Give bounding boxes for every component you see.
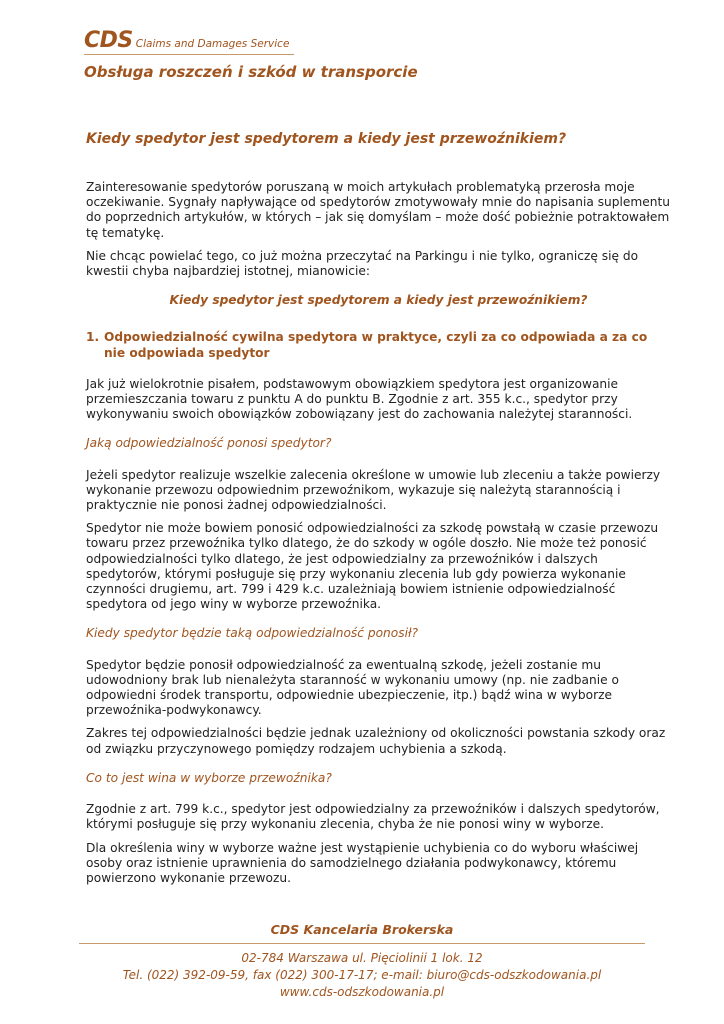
footer-website[interactable]: www.cds-odszkodowania.pl [279,985,445,999]
section-1-number: 1. [86,330,100,345]
footer-address: 02-784 Warszawa ul. Pięciolinii 1 lok. 12 [241,951,483,965]
paragraph-6: Zgodnie z art. 799 k.c., spedytor jest odpowiedzialny za przewoźników i dalszych spedytorów, którymi posługuje się przy wykonaniu zlecenia, chyba że nie ponosi winy w wyborze. [86,802,660,832]
paragraph-1: Jak już wielokrotnie pisałem, podstawowym obowiązkiem spedytora jest organizowanie przemieszczania towaru z punktu A do punktu B. Zgodnie z art. 355 k.c., spedytor przy wykonywaniu swoich obowiązków zobowiązany jest do zachowania należytej staranności. [86,376,633,422]
header-logo [84,28,294,55]
centered-title: Kiedy spedytor jest spedytorem a kiedy jest przewoźnikiem? [169,293,588,308]
footer [0,922,724,1001]
paragraph-2: Jeżeli spedytor realizuje wszelkie zalecenia określone w umowie lub zleceniu a także powierzy wykonanie przewozu odpowiednim przewoźnikom, wykazuje się należytą starannością i praktycznie nie ponosi żadnej odpowiedzialności. [86,467,661,513]
paragraph-5: Zakres tej odpowiedzialności będzie jednak uzależniony od okoliczności powstania szkody oraz od związku przyczynowego pomiędzy rodzajem uchybienia a szkodą. [86,726,666,756]
footer-company: CDS Kancelaria Brokerska [270,922,454,937]
intro-paragraph-2: Nie chcąc powielać tego, co już można przeczytać na Parkingu i nie tylko, ograniczę się do kwestii chyba najbardziej istotnej, mianowicie: [86,248,639,279]
logo: CDS [84,28,133,53]
paragraph-7: Dla określenia winy w wyborze ważne jest wystąpienie uchybienia co do wyboru właściwej osoby oraz istnienie uprawnienia do samodzielnego działania podwykonawcy, któremu powierzono wykonanie przewozu. [86,840,639,885]
header-subtitle: Obsługa roszczeń i szkód w transporcie [84,63,418,81]
footer-contact: Tel. (022) 392-09-59, fax (022) 300-17-17; e-mail: biuro@cds-odszkodowania.pl [122,968,602,982]
section-1-heading [86,330,671,360]
paragraph-3: Spedytor nie może bowiem ponosić odpowiedzialności za szkodę powstałą w czasie przewozu towaru przez przewoźnika tylko dlatego, że do szkody w ogóle doszło. Nie może też ponosić odpowiedzialności tylko dlatego, że jest odpowiedzialny za przewoźników i dalszych spedytorów, którymi posługuje się przy wykonaniu zlecenia lub gdy powierza wykonanie czynności drugiemu, art. 799 i 429 k.c. uzależniają bowiem istnienie odpowiedzialność spedytora od jego winy w wyborze przewoźnika. [86,521,659,612]
question-2: Kiedy spedytor będzie taką odpowiedzialność ponosił? [86,626,418,641]
question-3: Co to jest wina w wyborze przewoźnika? [86,770,332,785]
intro-paragraph-1: Zainteresowanie spedytorów poruszaną w moich artykułach problematyką przerosła moje oczekiwanie. Sygnały napływające od spedytorów zmotywowały mnie do napisania suplementu do poprzednich artykułów, w których – jak się domyślam – może dość pobieżnie potraktowałem tę tematykę. [86,180,670,240]
document-body [86,180,671,894]
paragraph-4: Spedytor będzie ponosił odpowiedzialność za ewentualną szkodę, jeżeli zostanie mu udowodniony brak lub nienależyta staranność w wykonaniu umowy (np. nie zadbanie o odpowiedni środek transportu, odpowiednie ubezpieczenie, itp.) bądź wina w wyborze przewoźnika-podwykonawcy. [86,657,619,718]
logo-subtitle: Claims and Damages Service [135,38,290,50]
footer-divider [79,943,645,944]
question-1: Jaką odpowiedzialność ponosi spedytor? [86,436,332,451]
section-1-title: Odpowiedzialność cywilna spedytora w praktyce, czyli za co odpowiada a za co nie odpowiada spedytor [104,330,648,360]
page-title: Kiedy spedytor jest spedytorem a kiedy jest przewoźnikiem? [86,131,567,147]
